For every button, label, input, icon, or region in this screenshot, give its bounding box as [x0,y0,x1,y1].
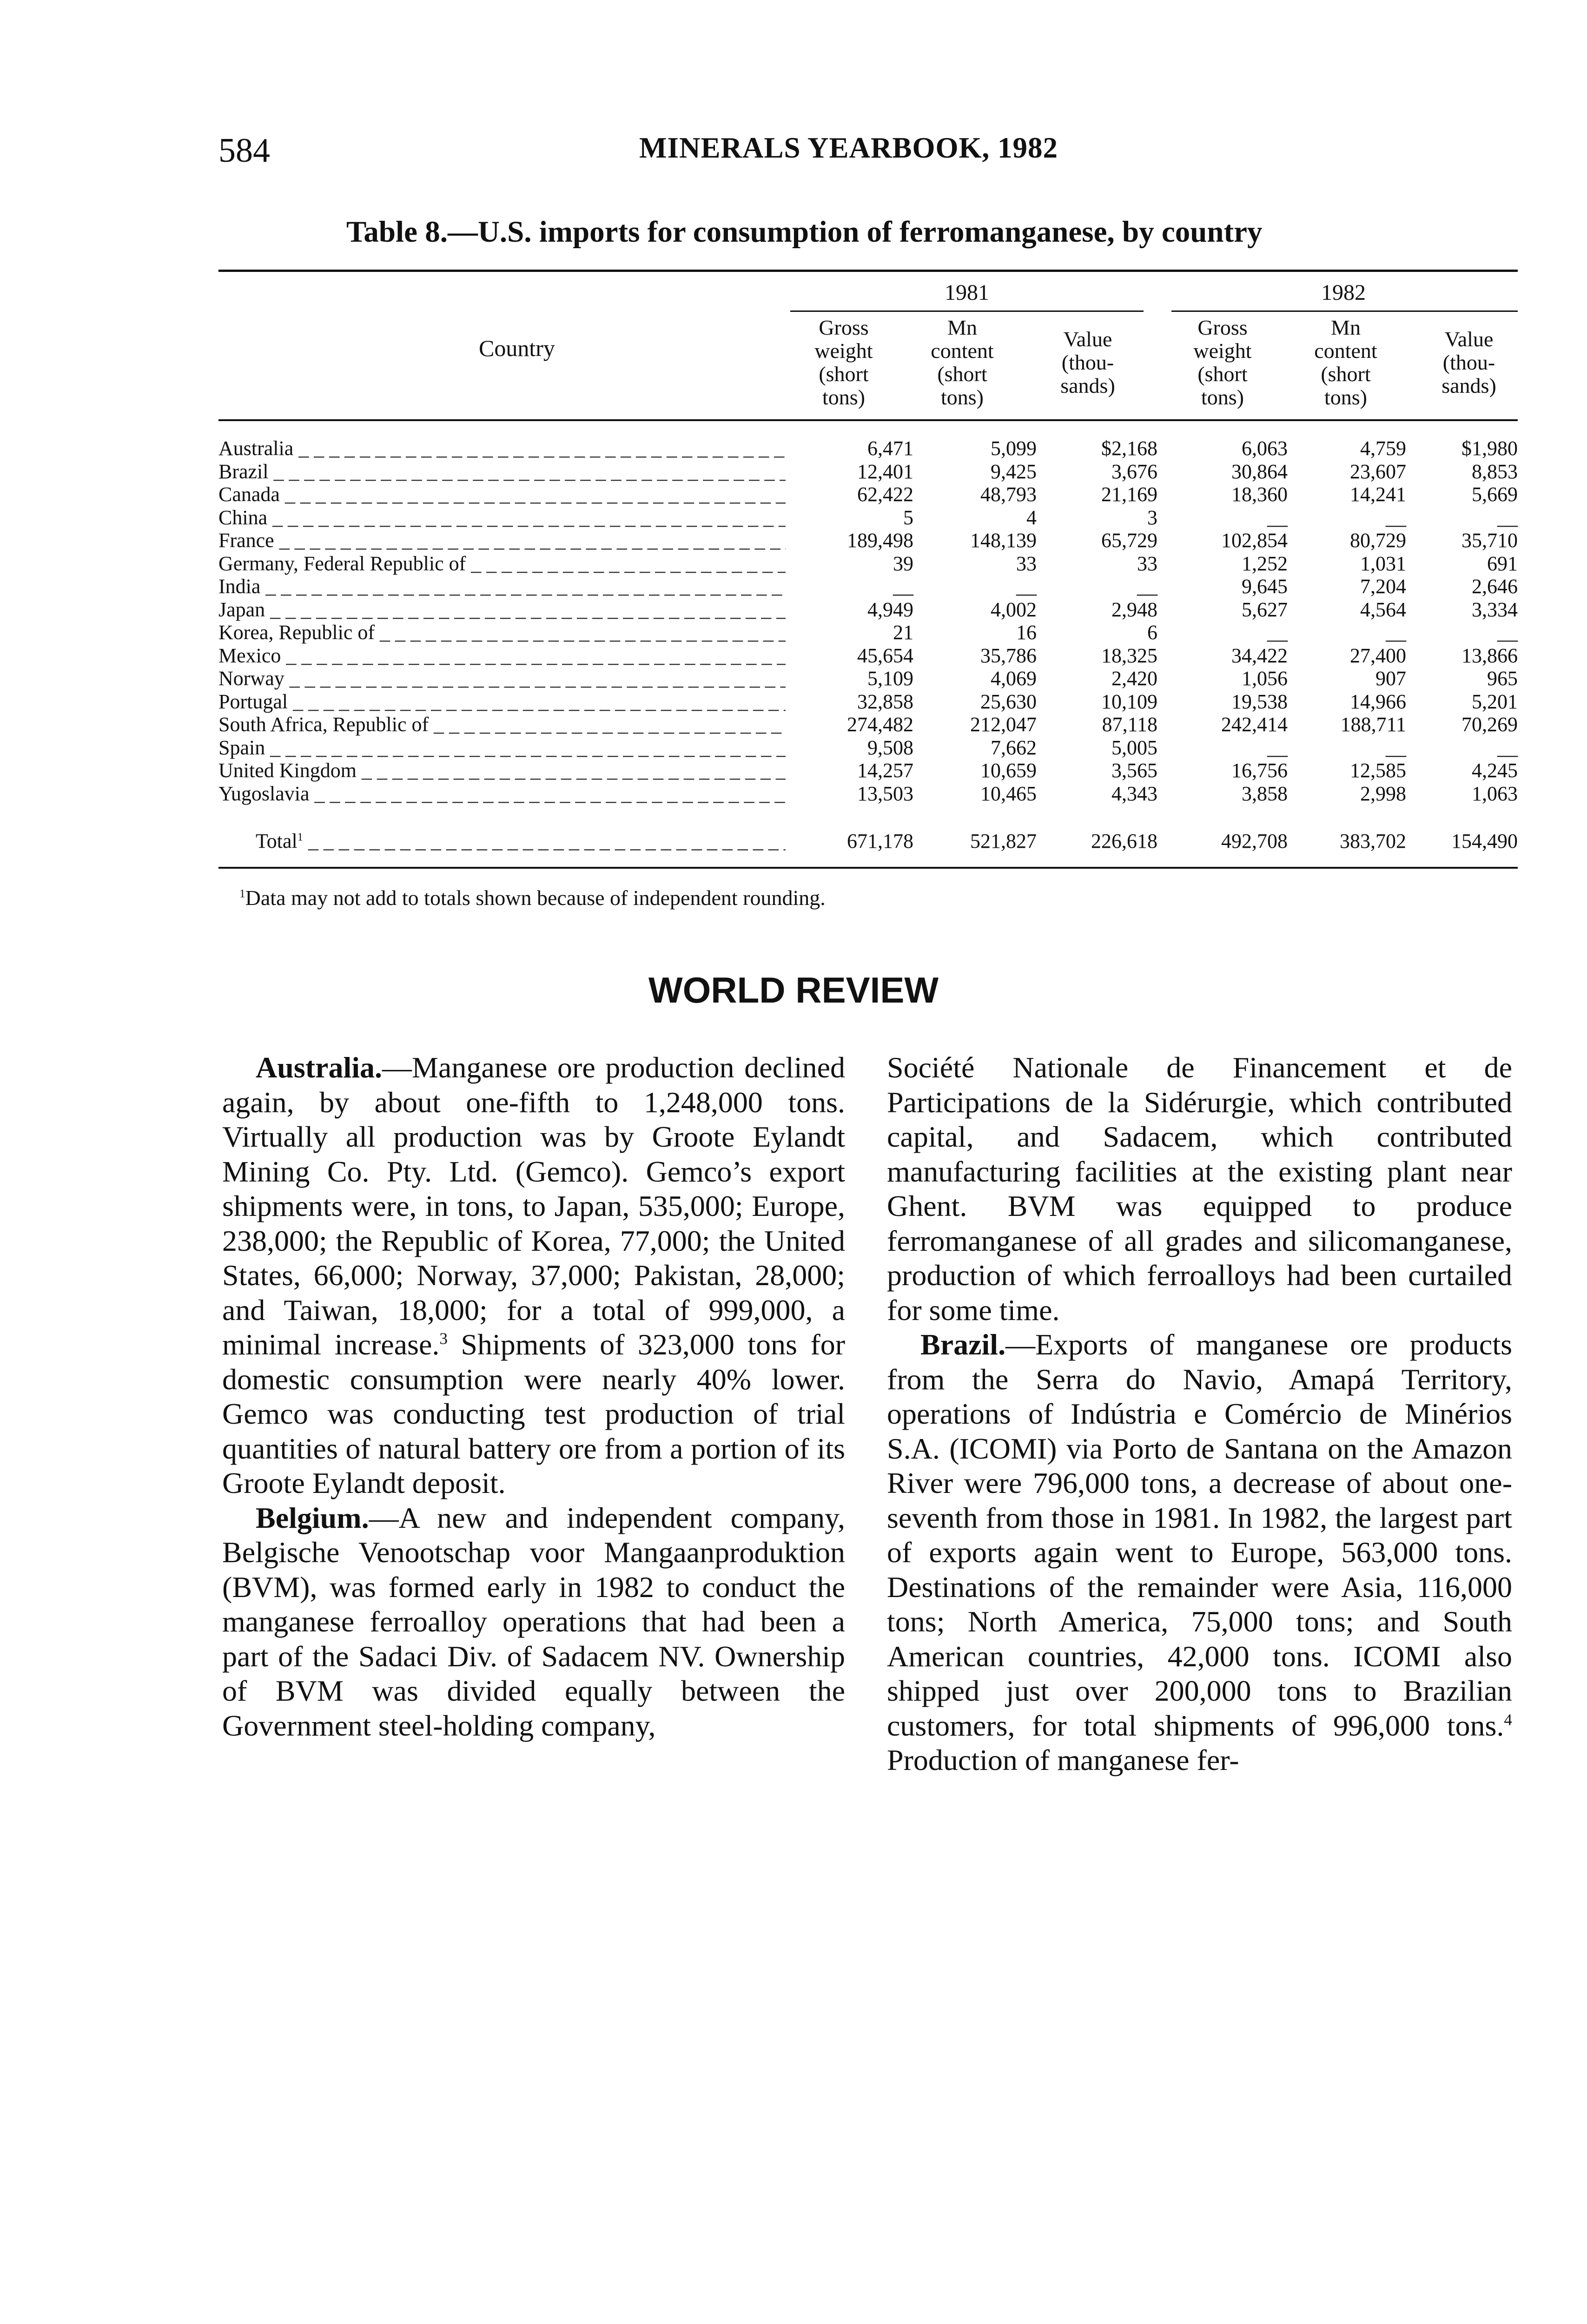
table-cell: 5,201 [1472,690,1518,713]
table-footnote: $^1$Data may not add to totals shown because of independent rounding. [239,886,826,910]
table-cell: 13,503 [857,782,913,805]
country-name: Canada _ _ _ [218,483,786,506]
table-cell: 5,099 [991,437,1037,460]
paragraph-australia: Australia.—Manganese ore production declined again, by about one-fifth to 1,248,000 tons. Virtually all production was by Groote Eylandt Mining Co. Pty. Ltd. (Gemco). Gemco’s export shipments were, in tons, to Japan, 535,000; Europe, 238,000; the Republic of Korea, 77,000; the United States, 66,000; Norway, 37,000; Pakistan, 28,000; and Taiwan, 18,000; for a total of 999,000, a minimal increase.$^3$ Shipments of 323,000 tons for domestic consumption were nearly 40% lower. Gemco was conducting test production of trial quantities of natural battery ore from a portion of its Groote Eylandt deposit. [222,1051,846,1499]
table-cell: 4 [1026,506,1037,529]
table-bottom-rule [218,867,1518,869]
total-cell: 671,178 [847,830,913,852]
total-row [256,830,1518,853]
table-cell: 2,948 [1111,598,1157,621]
total-cell: 521,827 [970,830,1037,852]
country-name: India _ _ _ [218,575,786,598]
table-cell: __ [1386,736,1406,759]
table-cell: 62,422 [857,483,913,506]
table-cell: 189,498 [847,529,913,552]
table-cell: 9,645 [1242,575,1288,598]
table-cell: 27,400 [1350,644,1406,667]
table-cell: 34,422 [1231,644,1288,667]
table-row [218,621,1518,644]
table-cell: 6,471 [867,437,913,460]
table-cell: 3,858 [1242,782,1288,805]
table-cell: __ [1016,575,1037,598]
table-cell: 10,109 [1101,690,1157,713]
country-name: Japan _ _ _ [218,598,786,621]
table-cell: __ [1386,621,1406,644]
table-cell: __ [1137,575,1157,598]
table-cell: 2,646 [1472,575,1518,598]
table-cell: 242,414 [1221,713,1288,736]
table-cell: 16 [1016,621,1037,644]
country-name: France _ _ _ [218,529,786,552]
table-cell: 3,565 [1111,759,1157,782]
table-cell: __ [1497,506,1518,529]
table-cell: 3 [1147,506,1157,529]
table-cell: 3,676 [1111,460,1157,483]
table-cell: 274,482 [847,713,913,736]
country-name: Spain _ _ _ [218,736,786,759]
table-cell: 80,729 [1350,529,1406,552]
table-row [218,460,1518,483]
table-cell: 19,538 [1231,690,1288,713]
table-cell: 4,949 [867,598,913,621]
table-cell: 188,711 [1340,713,1406,736]
text-column-right [887,1050,1512,1778]
table-cell: 10,659 [980,759,1037,782]
col-value-1981: Value (thou- sands) [1060,327,1115,397]
paragraph-belgium: Belgium.—A new and independent company, Belgische Venootschap voor Mangaanproduktion (BVM), was formed early in 1982 to conduct the manganese ferroalloy operations that had been a part of the Sadaci Div. of Sadacem NV. Ownership of BVM was divided equally between the Government steel-holding company, [222,1501,845,1742]
table-cell: 30,864 [1231,460,1288,483]
table-cell: 8,853 [1472,460,1518,483]
table-cell: 48,793 [980,483,1037,506]
table-row [218,667,1518,690]
table-row [218,552,1518,575]
section-title: WORLD REVIEW [648,970,939,1010]
year-1981: 1981 [945,280,989,305]
table-cell: 35,786 [980,644,1037,667]
table-cell: 32,858 [857,690,913,713]
col-gross-1982: Gross weight (short tons) [1193,316,1252,409]
table-row [218,644,1518,667]
country-name: Yugoslavia _ _ _ [218,782,786,805]
table-cell: 12,401 [857,460,913,483]
table-cell: 9,425 [991,460,1037,483]
page-number: 584 [218,132,270,170]
col-value-1982: Value (thou- sands) [1442,327,1496,397]
year-1982: 1982 [1321,280,1366,305]
table-cell: 21,169 [1101,483,1157,506]
table-cell: 35,710 [1461,529,1518,552]
table-row [218,736,1518,759]
table-cell: 4,002 [991,598,1037,621]
table-cell: 14,257 [857,759,913,782]
table-cell: 6 [1147,621,1157,644]
table-cell: 1,056 [1242,667,1288,690]
table-cell: 45,654 [857,644,913,667]
country-header: Country [479,335,555,361]
table-cell: 12,585 [1350,759,1406,782]
table-cell: 10,465 [980,782,1037,805]
country-name: Portugal _ _ _ [218,690,786,713]
table-cell: __ [1267,506,1288,529]
table-cell: 5,669 [1472,483,1518,506]
table-title: Table 8.—U.S. imports for consumption of ferromanganese, by country [346,215,1263,249]
table-cell: 5,109 [867,667,913,690]
table-cell: 1,031 [1360,552,1406,575]
text-column-left [222,1050,845,1743]
table-cell: 21 [893,621,913,644]
total-cell: 383,702 [1340,830,1406,852]
table-cell: 18,360 [1231,483,1288,506]
table-cell: 14,241 [1350,483,1406,506]
table-cell: 23,607 [1350,460,1406,483]
table-row [218,506,1518,529]
table-cell: 14,966 [1350,690,1406,713]
table-cell: 5,005 [1111,736,1157,759]
table-cell: 907 [1375,667,1406,690]
table-cell: 16,756 [1231,759,1288,782]
country-name: Korea, Republic of _ _ _ [218,621,786,644]
table-cell: 7,204 [1360,575,1406,598]
table-cell: 4,245 [1472,759,1518,782]
table-cell: __ [1267,736,1288,759]
table-cell: 87,118 [1102,713,1157,736]
table-cell: 25,630 [980,690,1037,713]
table-cell: 2,998 [1360,782,1406,805]
table-cell: __ [1497,736,1518,759]
col-mn-1982: Mn content (short tons) [1314,316,1377,409]
col-gross-1981: Gross weight (short tons) [814,316,873,409]
table-row [218,529,1518,552]
table-cell: 6,063 [1242,437,1288,460]
table-cell: 1,063 [1472,782,1518,805]
table-cell: 39 [893,552,913,575]
year-1981-rule [790,310,1144,312]
table-cell: 70,269 [1461,713,1518,736]
table-row [218,483,1518,506]
table-cell: 5,627 [1242,598,1288,621]
table-row [218,437,1518,460]
country-name: Australia _ _ _ [218,437,786,460]
table-cell: 7,662 [991,736,1037,759]
table-top-rule [218,270,1518,272]
table-cell: 965 [1487,667,1518,690]
table-cell: 4,564 [1360,598,1406,621]
table-cell: __ [1386,506,1406,529]
table-cell: __ [893,575,913,598]
total-cell: 492,708 [1221,830,1288,852]
table-cell: __ [1267,621,1288,644]
table-cell: $1,980 [1461,437,1518,460]
paragraph-brazil: Brazil.—Exports of manganese ore products from the Serra do Navio, Amapá Territory, operations of Indústria e Comércio de Minérios S.A. (ICOMI) via Porto de Santana on the Amazon River were 796,000 tons, a decrease of about one-seventh from those in 1981. In 1982, the largest part of exports again went to Europe, 563,000 tons. Destinations of the remainder were Asia, 116,000 tons; North America, 75,000 tons; and South American countries, 42,000 tons. ICOMI also shipped just over 200,000 tons to Brazilian customers, for total shipments of 996,000 tons.$^4$ Production of manganese fer- [887,1328,1512,1776]
table-cell: 4,759 [1360,437,1406,460]
table-cell: 148,139 [970,529,1037,552]
table-cell: 65,729 [1101,529,1157,552]
table-cell: 4,343 [1111,782,1157,805]
table-row [218,598,1518,621]
table-cell: 4,069 [991,667,1037,690]
country-name: United Kingdom _ _ _ [218,759,786,782]
table-cell: $2,168 [1101,437,1157,460]
table-cell: __ [1497,621,1518,644]
table-row [218,759,1518,782]
table-cell: 1,252 [1242,552,1288,575]
table-cell: 13,866 [1461,644,1518,667]
table-cell: 212,047 [970,713,1037,736]
country-name: China _ _ _ [218,506,786,529]
table-cell: 9,508 [867,736,913,759]
table-cell: 2,420 [1111,667,1157,690]
year-1982-rule [1171,310,1518,312]
country-name: Norway _ _ _ [218,667,786,690]
table-row [218,713,1518,736]
table-cell: 3,334 [1472,598,1518,621]
page-header [218,131,1557,178]
paragraph-belgium-continued: Société Nationale de Financement et de Participations de la Sidérurgie, which contributed capital, and Sadacem, which contributed manufacturing facilities at the existing plant near Ghent. BVM was equipped to produce ferromanganese of all grades and silicomanganese, production of which ferroalloys had been curtailed for some time. [887,1051,1512,1327]
table-row [218,575,1518,598]
total-cell: 154,490 [1451,830,1518,852]
table-cell: 18,325 [1101,644,1157,667]
country-name: South Africa, Republic of _ _ _ [218,713,786,736]
col-mn-1981: Mn content (short tons) [931,316,994,409]
table-cell: 691 [1487,552,1518,575]
table-cell: 5 [903,506,913,529]
country-name: Germany, Federal Republic of _ _ _ [218,552,786,575]
table-cell: 33 [1016,552,1037,575]
header-bottom-rule [218,419,1518,421]
running-title: MINERALS YEARBOOK, 1982 [639,132,1058,164]
table-row [218,690,1518,713]
country-name: Mexico _ _ _ [218,644,786,667]
table-row [218,782,1518,805]
table-cell: 102,854 [1221,529,1288,552]
total-cell: 226,618 [1091,830,1157,852]
total-label: Total$^1$ _ _ _ [256,830,786,853]
table-cell: 33 [1137,552,1157,575]
country-name: Brazil _ _ _ [218,460,786,483]
